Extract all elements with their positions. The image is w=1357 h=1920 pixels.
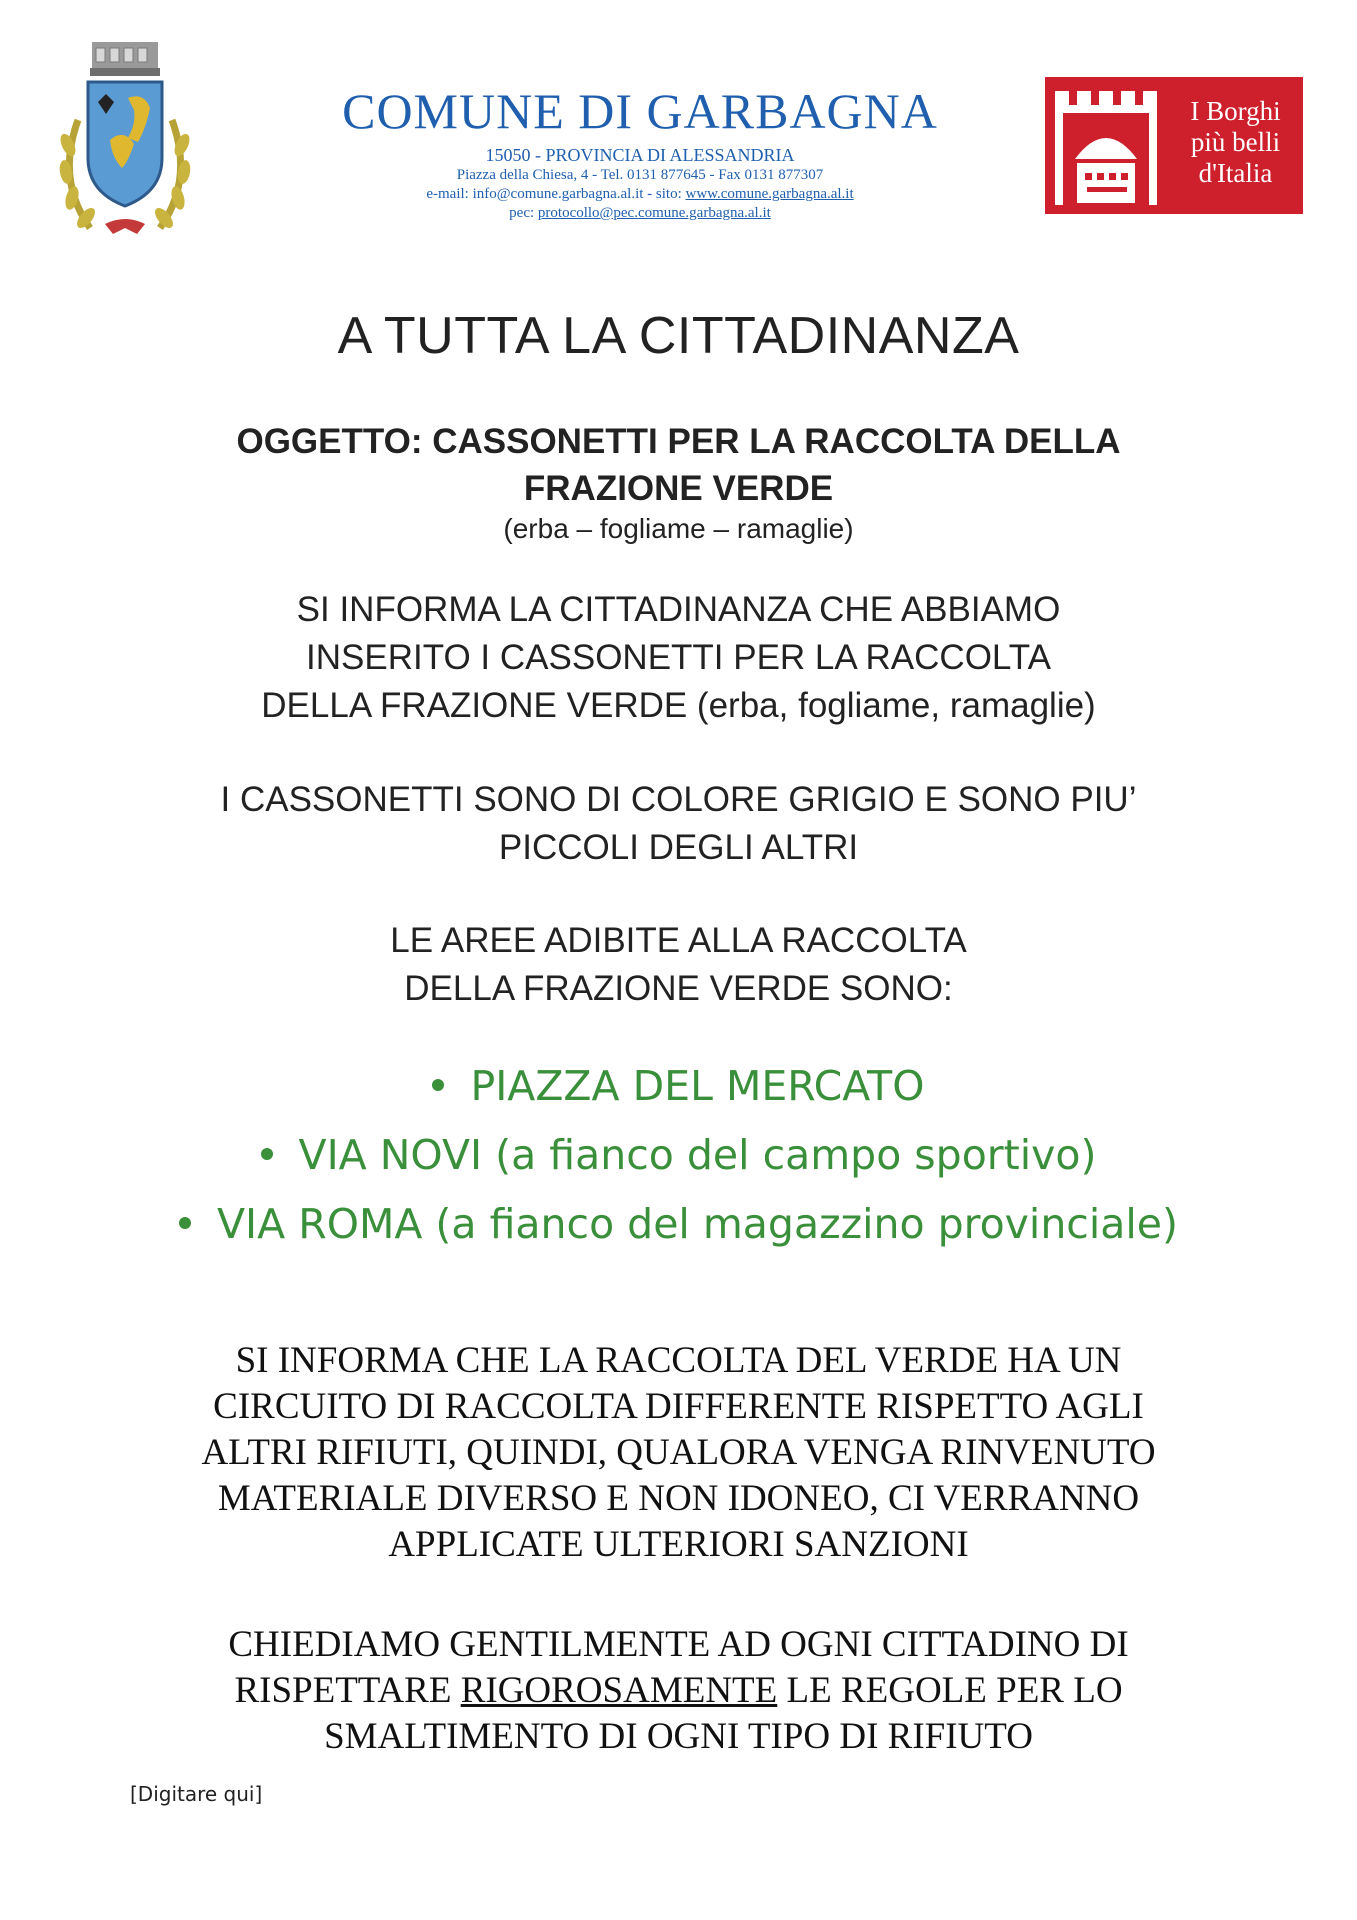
- pec-line: [280, 204, 1000, 223]
- sanctions-line-4: MATERIALE DIVERSO E NON IDONEO, CI VERRANNO: [217, 1478, 1140, 1519]
- email-line: [280, 185, 1000, 204]
- list-item: [0, 1062, 1357, 1110]
- borghi-tower-icon: [1045, 77, 1165, 214]
- request-paragraph: [0, 1622, 1357, 1760]
- emphasis-word: RIGOROSAMENTE: [460, 1670, 778, 1711]
- area-label: VIA NOVI (a fianco del campo sportivo): [298, 1131, 1097, 1179]
- email-text: e-mail: info@comune.garbagna.al.it - sito:: [426, 186, 686, 202]
- info-line-2: INSERITO I CASSONETTI PER LA RACCOLTA: [306, 638, 1051, 677]
- request-line-3: SMALTIMENTO DI OGNI TIPO DI RIFIUTO: [324, 1716, 1033, 1757]
- coat-of-arms-icon: [50, 40, 200, 245]
- subject-line-1: OGGETTO: CASSONETTI PER LA RACCOLTA DELLA: [236, 422, 1121, 461]
- list-item: [0, 1200, 1357, 1248]
- areas-line-2: DELLA FRAZIONE VERDE SONO:: [404, 969, 953, 1008]
- sanctions-line-3: ALTRI RIFIUTI, QUINDI, QUALORA VENGA RINVENUTO: [201, 1432, 1156, 1473]
- borghi-label: [1168, 96, 1303, 189]
- request-line-2-start: RISPETTARE: [234, 1670, 461, 1711]
- subject-note: (erba – fogliame – ramaglie): [503, 513, 854, 544]
- list-item: [0, 1131, 1357, 1179]
- bullet-icon: [261, 1148, 273, 1160]
- bins-description: [0, 776, 1357, 872]
- subject-heading: [0, 418, 1357, 512]
- pec-link[interactable]: protocollo@pec.comune.garbagna.al.it: [537, 205, 771, 221]
- request-line-2: [0, 1668, 1357, 1714]
- area-label: VIA ROMA (a fianco del magazzino provinciale): [217, 1200, 1178, 1248]
- footer-placeholder: [Digitare qui]: [130, 1782, 263, 1806]
- bins-line-2: PICCOLI DEGLI ALTRI: [498, 828, 859, 867]
- municipality-header: [280, 82, 1000, 223]
- sanctions-line-2: CIRCUITO DI RACCOLTA DIFFERENTE RISPETTO AGLI: [213, 1386, 1144, 1427]
- subject-line-2: FRAZIONE VERDE: [523, 469, 834, 508]
- sanctions-paragraph: [0, 1338, 1357, 1568]
- request-line-2-end: LE REGOLE PER LO: [777, 1670, 1123, 1711]
- municipality-title: COMUNE DI GARBAGNA: [342, 83, 938, 139]
- request-line-1: CHIEDIAMO GENTILMENTE AD OGNI CITTADINO DI: [228, 1624, 1129, 1665]
- sanctions-line-1: SI INFORMA CHE LA RACCOLTA DEL VERDE HA UN: [235, 1340, 1122, 1381]
- province-line: 15050 - PROVINCIA DI ALESSANDRIA: [485, 145, 795, 165]
- info-line-1: SI INFORMA LA CITTADINANZA CHE ABBIAMO: [296, 590, 1061, 629]
- borghi-line-3: d'Italia: [1198, 158, 1273, 188]
- page-title: A TUTTA LA CITTADINANZA: [337, 307, 1020, 365]
- bullet-icon: [179, 1217, 191, 1229]
- info-paragraph: [0, 586, 1357, 730]
- address-line: Piazza della Chiesa, 4 - Tel. 0131 877645 - Fax 0131 877307: [456, 167, 824, 183]
- areas-line-1: LE AREE ADIBITE ALLA RACCOLTA: [390, 921, 967, 960]
- website-link[interactable]: www.comune.garbagna.al.it: [685, 186, 854, 202]
- bins-line-1: I CASSONETTI SONO DI COLORE GRIGIO E SONO PIU’: [220, 780, 1137, 819]
- sanctions-line-5: APPLICATE ULTERIORI SANZIONI: [388, 1524, 969, 1565]
- borghi-line-1: I Borghi: [1190, 96, 1281, 126]
- bullet-icon: [432, 1079, 444, 1091]
- areas-intro: [0, 917, 1357, 1013]
- area-label: PIAZZA DEL MERCATO: [470, 1062, 925, 1110]
- info-line-3: DELLA FRAZIONE VERDE (erba, fogliame, ramaglie): [261, 686, 1096, 725]
- borghi-line-2: più belli: [1190, 127, 1281, 157]
- pec-label: pec:: [509, 205, 538, 221]
